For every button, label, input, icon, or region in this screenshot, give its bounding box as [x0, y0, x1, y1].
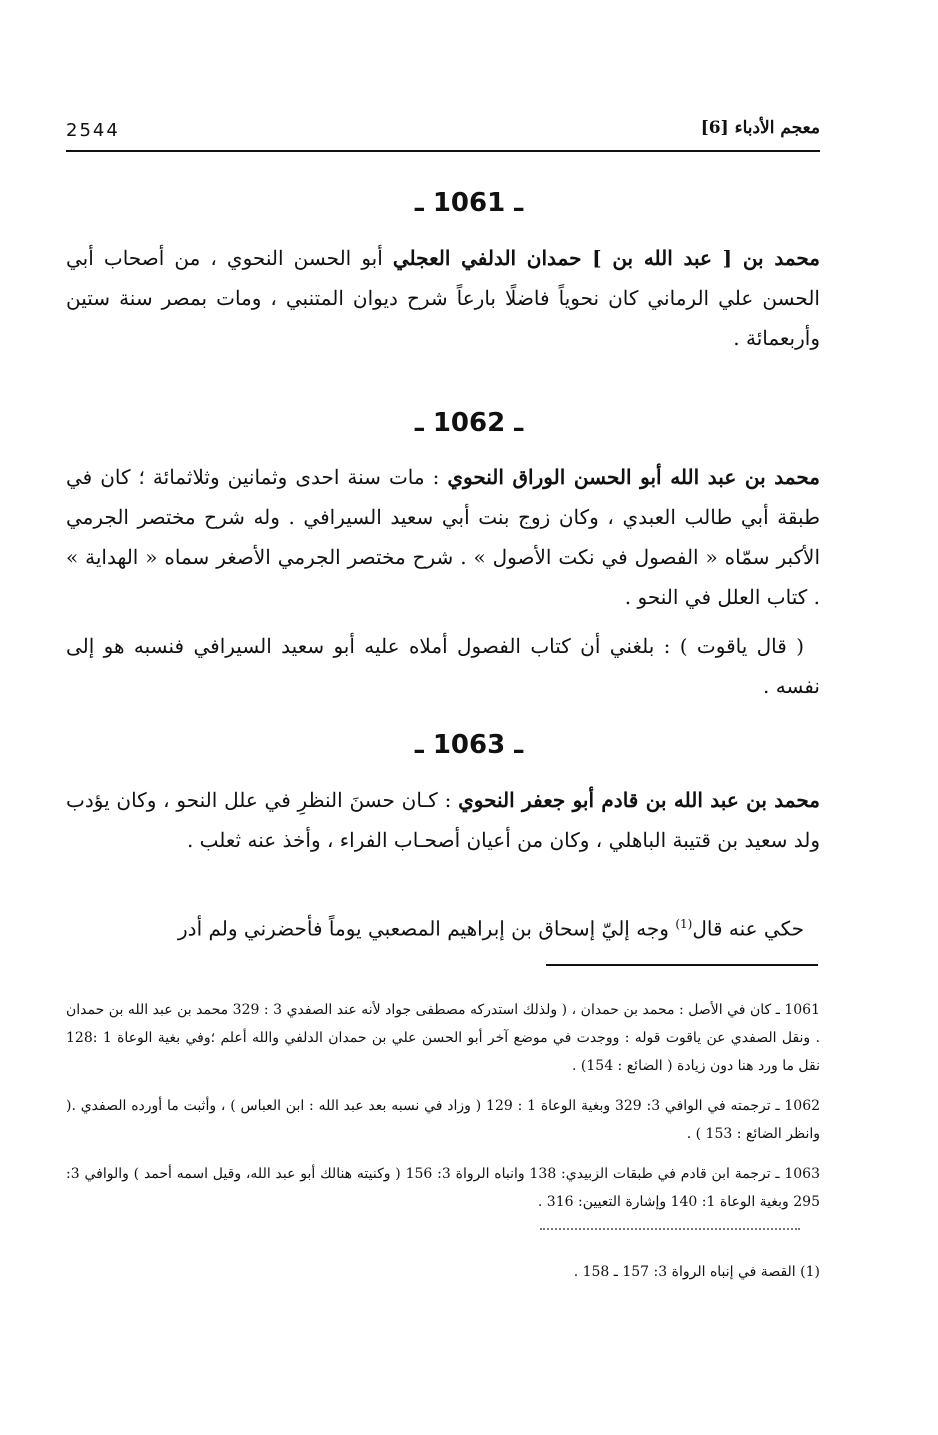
entry-paragraph-1062-note: ( قال ياقوت ) : بلغني أن كتاب الفصول أملاه عليه أبو سعيد السيرافي فنسبه هو إلى نفسه . [66, 634, 820, 698]
entry-number-1062: ـ 1062 ـ [414, 408, 524, 438]
entry-paragraph-1061 [66, 238, 820, 358]
footnote-1062: 1062 ـ ترجمته في الوافي 3: 329 وبغية الوعاة 1 : 129 ( وزاد في نسبه بعد عبد الله : ابن العباس ) ، وأثبت ما أورده الصفدي .( وانظر الضائع : 153 ) . [66, 1098, 821, 1142]
entry-text-1063: : كـان حسنَ النظرِ في علل النحو ، وكان يؤدب ولد سعيد بن قتيبة الباهلي ، وكان من أعيان أصحـاب الفراء ، وأخذ عنه ثعلب . [66, 788, 820, 852]
entry-paragraph-1063-story [66, 904, 820, 949]
footnote-1063: 1063 ـ ترجمة ابن قادم في طبقات الزبيدي: 138 وانباه الرواة 3: 156 ( وكنيته هنالك أبو عبد الله، وقيل اسمه أحمد ) والوافي 3: 295 وبغية الوعاة 1: 140 وإشارة التعيين: 316 . [66, 1166, 820, 1210]
story-text-start: حكي عنه قال [692, 916, 804, 941]
story-text-end: وجه إليّ إسحاق بن إبراهيم المصعبي يوماً فأحضرني ولم أدر [178, 916, 676, 941]
entry-paragraph-1062 [66, 457, 820, 617]
footnote-1061: 1061 ـ كان في الأصل : محمد بن حمدان ، ( ولذلك استدركه مصطفى جواد لأنه عند الصفدي 3 : 329 محمد بن عبد الله بن حمدان . ونقل الصفدي عن ياقوت قوله : ووجدت في موضع آخر أبو الحسن علي بن حمدان الدلفي والله أعلم ؛وفي بغية الوعاة 1 :128 نقل ما ورد هنا دون زيادة ( الضائع : 154) . [66, 1002, 820, 1074]
footnote-mark: (1) [675, 917, 693, 931]
entry-number-1063: ـ 1063 ـ [414, 730, 524, 760]
story-note: (1) القصة في إنباه الرواة 3: 157 ـ 158 . [573, 1264, 820, 1280]
dotted-separator [540, 1228, 800, 1230]
footnote-separator [546, 964, 818, 966]
entry-paragraph-1063 [66, 780, 820, 860]
book-title: معجم الأدباء [6] [700, 118, 820, 138]
entry-name-1063: محمد بن عبد الله بن قادم أبو جعفر النحوي [458, 788, 820, 812]
entry-number-1061: ـ 1061 ـ [414, 188, 524, 218]
entry-name-1061: محمد بن [ عبد الله بن ] حمدان الدلفي العجلي [392, 246, 820, 270]
page-number: 2544 [66, 120, 120, 141]
entry-text-1061: أبو الحسن النحوي ، من أصحاب أبي الحسن علي الرماني كان نحوياً فاضلًا بارعاً شرح ديوان المتنبي ، ومات بمصر سنة ستين وأربعمائة . [66, 246, 820, 350]
page-header [66, 118, 820, 152]
entry-name-1062: محمد بن عبد الله أبو الحسن الوراق النحوي [447, 465, 820, 489]
entry-text-1062: : مات سنة احدى وثمانين وثلاثمائة ؛ كان في طبقة أبي طالب العبدي ، وكان زوج بنت أبي سعيد السيرافي . وله شرح مختصر الجرمي الأكبر سمّاه « الفصول في نكت الأصول » . شرح مختصر الجرمي الأصغر سماه « الهداية » . كتاب العلل في النحو . [66, 465, 820, 609]
